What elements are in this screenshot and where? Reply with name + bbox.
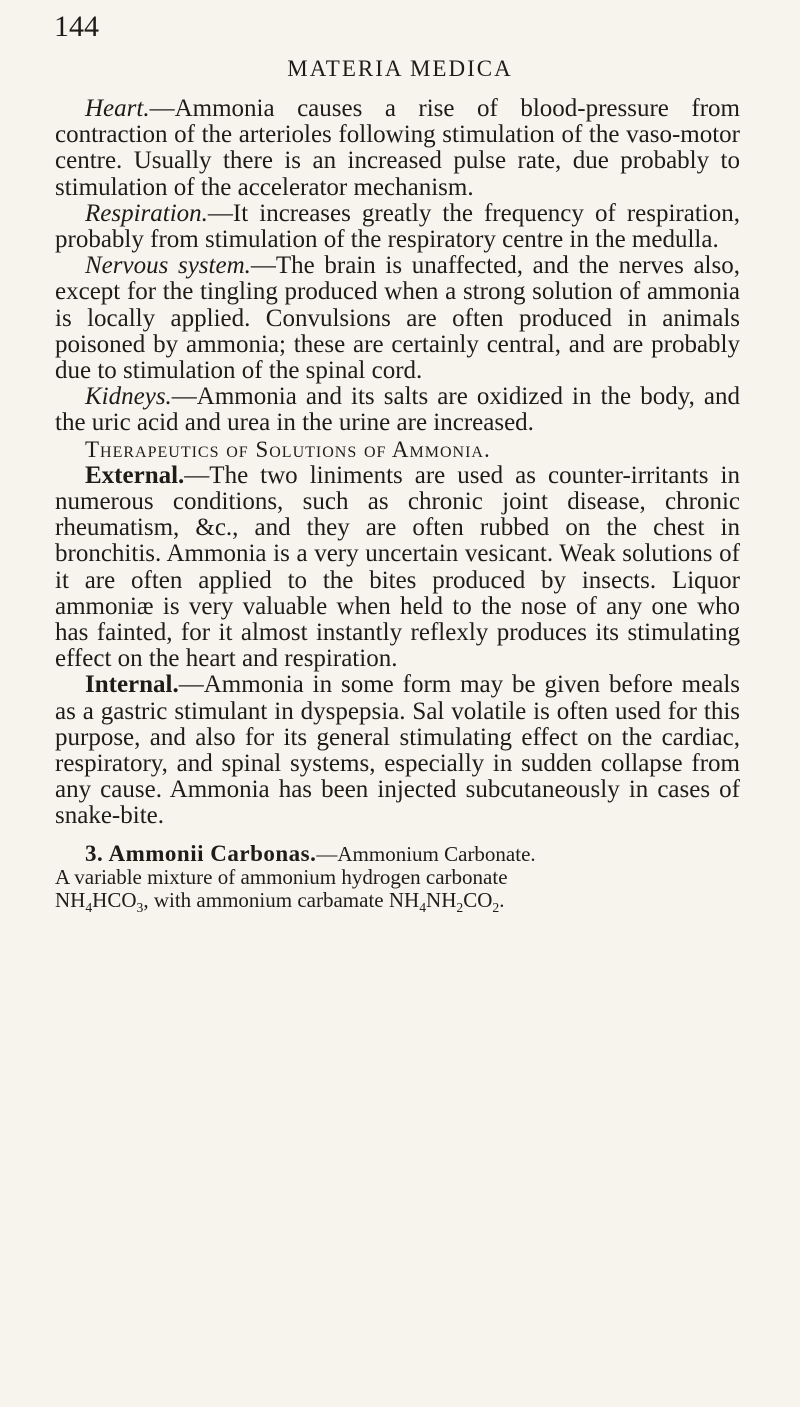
- paragraph-internal: [55, 672, 740, 829]
- paragraph-external: [55, 463, 740, 673]
- paragraph-label: Internal.: [85, 671, 179, 699]
- paragraph-kidneys: [55, 384, 740, 436]
- paragraph-text: —Ammonia in some form may be given before meals as a gastric stimulant in dyspepsia. Sal volatile is often used for this purpose, and also for its general stimulating effect on the cardiac, respiratory, and spinal systems, especially in sudden collapse from any cause. Ammonia has been injected subcutaneously in cases of snake-bite.: [55, 671, 740, 830]
- running-head: MATERIA MEDICA: [287, 56, 513, 81]
- section-heading-therapeutics: Therapeutics of Solutions of Ammonia.: [85, 436, 491, 462]
- monograph-ammonium-carbonate: [55, 840, 740, 915]
- paragraph-label: Nervous system.: [85, 252, 251, 280]
- paragraph-label: Respiration.: [85, 199, 208, 227]
- monograph-number: 3.: [85, 840, 104, 866]
- paragraph-label: Kidneys.: [85, 383, 172, 411]
- paragraph-heart: [55, 96, 740, 201]
- paragraph-text: —The brain is unaffected, and the nerves also, except for the tingling produced when a strong solution of ammonia is locally applied. Convulsions are often produced in animals poisoned by ammonia; these are certainly central, and are probably due to stimulation of the spinal cord.: [55, 252, 740, 385]
- page-body: [55, 95, 740, 915]
- page-number: 144: [54, 10, 99, 43]
- paragraph-text: —It increases greatly the frequency of respiration, probably from stimulation of the respiratory centre in the medulla.: [55, 199, 740, 254]
- monograph-description: A variable mixture of ammonium hydrogen carbonate $NH_4HCO_3$, with ammonium carbamate $NH_4NH_2CO_2$.: [55, 864, 508, 915]
- paragraph-label: External.: [85, 461, 185, 489]
- monograph-english-name: —Ammonium Carbonate.: [316, 841, 536, 866]
- paragraph-respiration: [55, 201, 740, 253]
- paragraph-text: —The two liniments are used as counter-irritants in numerous conditions, such as chronic joint disease, chronic rheumatism, &c., and they are often rubbed on the chest in bronchitis. Ammonia is a very uncertain vesicant. Weak solutions of it are often applied to the bites produced by insects. Liquor ammoniæ is very valuable when held to the nose of any one who has fainted, for it almost instantly reflexly produces its stimulating effect on the heart and respiration.: [55, 461, 740, 673]
- paragraph-label: Heart.: [85, 95, 150, 122]
- paragraph-text: —Ammonia and its salts are oxidized in the body, and the uric acid and urea in the urine are increased.: [55, 383, 740, 437]
- paragraph-nervous-system: [55, 253, 740, 384]
- paragraph-text: —Ammonia causes a rise of blood-pressure from contraction of the arterioles following stimulation of the vaso-motor centre. Usually there is an increased pulse rate, due probably to stimulation of the accelerator mechanism.: [55, 95, 740, 201]
- monograph-latin-name: Ammonii Carbonas.: [108, 840, 317, 866]
- monograph-heading: [55, 842, 740, 866]
